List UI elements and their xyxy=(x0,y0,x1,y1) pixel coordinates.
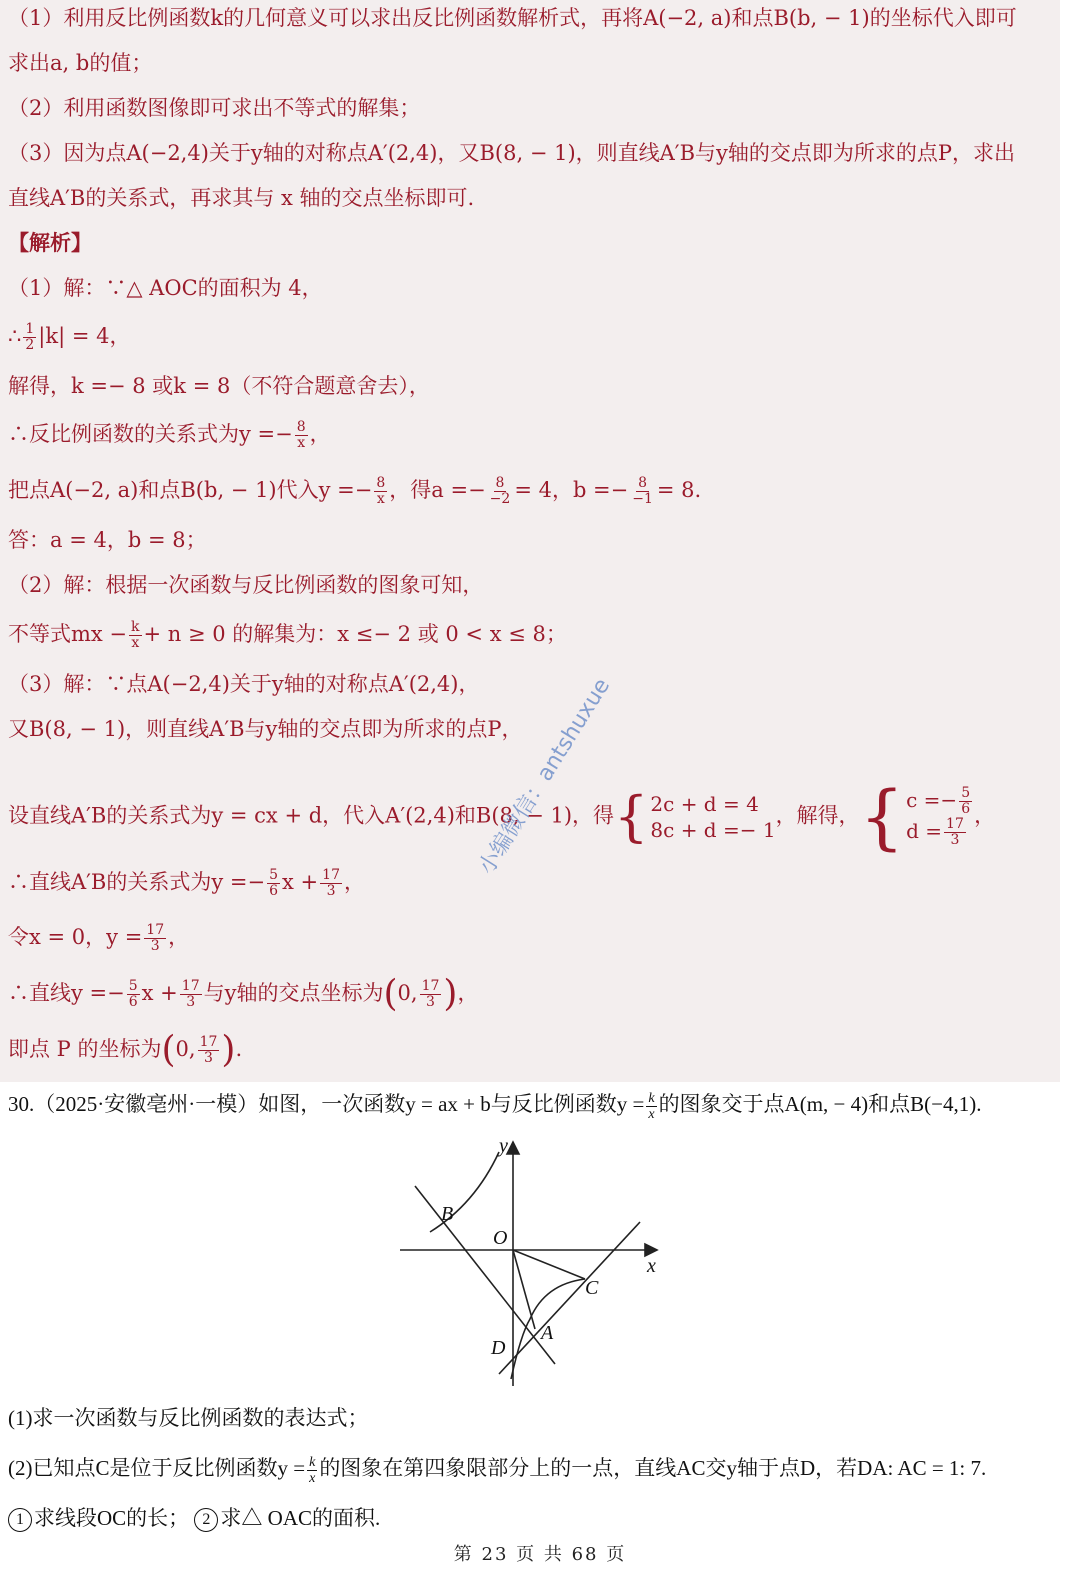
analysis-line-1: （1）利用反比例函数k的几何意义可以求出反比例函数解析式，再将A(−2, a)和点B(b, − 1)的坐标代入即可 xyxy=(8,6,1017,30)
fraction: $\frac{k}{x}$ xyxy=(309,1454,316,1486)
segment-oa xyxy=(513,1250,535,1329)
fraction: $\frac{17}{3}$ xyxy=(146,922,165,954)
circled-number-2: 2 xyxy=(194,1508,218,1532)
solution-line-3: 解得，k =− 8 或k = 8（不符合题意舍去）， xyxy=(8,374,430,398)
segment-oc xyxy=(513,1250,585,1279)
circled-number-1: 1 xyxy=(8,1508,32,1532)
solution-line-6: 答：a = 4，b = 8； xyxy=(8,528,207,552)
solution-line-5: 把点A(−2, a)和点B(b, − 1)代入y =− $\frac{8}{x}$ ，得a =− $\frac{8}{-2}$ = 4，b =− $\frac{8}{-1}$ = 8. xyxy=(8,475,702,507)
fraction: $\frac{5}{6}$ xyxy=(269,867,279,899)
y-axis-arrow xyxy=(507,1142,519,1154)
fraction: $\frac{8}{x}$ xyxy=(296,419,306,451)
question-stem: 30.（2025·安徽亳州·一模）如图，一次函数y = ax + b与反比例函数y = $\frac{k}{x}$ 的图象交于点A(m, − 4)和点B(−4,1). xyxy=(8,1090,982,1122)
fraction: $\frac{k}{x}$ xyxy=(131,619,140,651)
function-graph-figure xyxy=(395,1134,675,1398)
fraction: $\frac{17}{3}$ xyxy=(181,978,200,1010)
solution-line-4: ∴反比例函数的关系式为y =− $\frac{8}{x}$ ， xyxy=(8,419,331,451)
fraction: $\frac{17}{3}$ xyxy=(421,978,440,1010)
label-x: x xyxy=(647,1255,656,1277)
fraction: $\frac{17}{3}$ xyxy=(322,867,340,899)
analysis-line-4: （3）因为点A(−2,4)关于y轴的对称点A′(2,4)，又B(8, − 1)，则直线A′B与y轴的交点即为所求的点P，求出 xyxy=(8,141,1016,165)
solution-line-15: 即点 P 的坐标为(0, $\frac{17}{3}$ ). xyxy=(8,1029,243,1071)
solution-line-13: 令x = 0，y = $\frac{17}{3}$ ， xyxy=(8,922,190,954)
solution-line-7: （2）解：根据一次函数与反比例函数的图象可知， xyxy=(8,573,484,597)
fraction: $\frac{8}{-2}$ xyxy=(489,475,511,507)
fraction: $\frac{5}{6}$ xyxy=(128,978,138,1010)
label-d: D xyxy=(491,1337,506,1359)
question-part-2-subquestions: 1 求线段OC的长； 2 求△ OAC的面积. xyxy=(8,1504,380,1532)
fraction: $\frac{17}{3}$ xyxy=(199,1034,218,1066)
fraction: $\frac{1}{2}$ xyxy=(25,321,35,353)
label-b: B xyxy=(441,1203,454,1225)
fraction: $\frac{8}{x}$ xyxy=(376,475,386,507)
equation-system: { 2c + d = 4 8c + d =− 1 xyxy=(614,785,776,848)
solution-line-9: （3）解：∵点A(−2,4)关于y轴的对称点A′(2,4)， xyxy=(8,672,480,696)
analysis-line-3: （2）利用函数图像即可求出不等式的解集； xyxy=(8,96,421,120)
solution-line-2: ∴ $\frac{1}{2}$ |k| = 4， xyxy=(8,321,131,353)
solution-line-8: 不等式mx − $\frac{k}{x}$ + n ≥ 0 的解集为：x ≤− 2 或 0 < x ≤ 8； xyxy=(8,619,567,651)
solution-line-10: 又B(8, − 1)，则直线A′B与y轴的交点即为所求的点P， xyxy=(8,717,523,741)
solution-system: { c =− $\frac{5}{6}$ d = $\frac{17}{3}$ xyxy=(859,776,971,858)
analysis-line-2: 求出a, b的值； xyxy=(8,51,153,75)
line-ac xyxy=(499,1222,640,1374)
question-part-2: (2)已知点C是位于反比例函数y = $\frac{k}{x}$ 的图象在第四象限部分上的一点，直线AC交y轴于点D，若DA: AC = 1: 7. xyxy=(8,1454,987,1486)
label-c: C xyxy=(585,1277,599,1299)
solution-line-1: （1）解：∵△ AOC的面积为 4， xyxy=(8,276,323,300)
solution-line-14: ∴直线y =− $\frac{5}{6}$ x + $\frac{17}{3}$ 与y轴的交点坐标为(0, $\frac{17}{3}$ )， xyxy=(8,973,479,1015)
label-a: A xyxy=(541,1322,554,1344)
watermark: 小编微信：antshuxue xyxy=(474,674,616,879)
section-heading: 【解析】 xyxy=(8,230,92,255)
fraction: $\frac{8}{-1}$ xyxy=(632,475,653,507)
label-origin: O xyxy=(493,1227,508,1249)
question-part-1: (1)求一次函数与反比例函数的表达式； xyxy=(8,1406,369,1430)
analysis-line-5: 直线A′B的关系式，再求其与 x 轴的交点坐标即可. xyxy=(8,186,475,210)
solution-line-11: 设直线A′B的关系式为y = cx + d，代入A′(2,4)和B(8, − 1)，得 { 2c + d = 4 8c + d =− 1 ，解得， { c =− $\frac{5}{6}$ d = $\frac{17}{3}$ ， xyxy=(8,776,996,858)
solution-line-12: ∴直线A′B的关系式为y =− $\frac{5}{6}$ x + $\frac{17}{3}$ ， xyxy=(8,867,365,899)
page-footer: 第 23 页 共 68 页 xyxy=(453,1544,627,1565)
fraction: $\frac{k}{x}$ xyxy=(648,1090,655,1122)
coordinate-diagram xyxy=(395,1134,675,1394)
label-y: y xyxy=(499,1135,508,1157)
